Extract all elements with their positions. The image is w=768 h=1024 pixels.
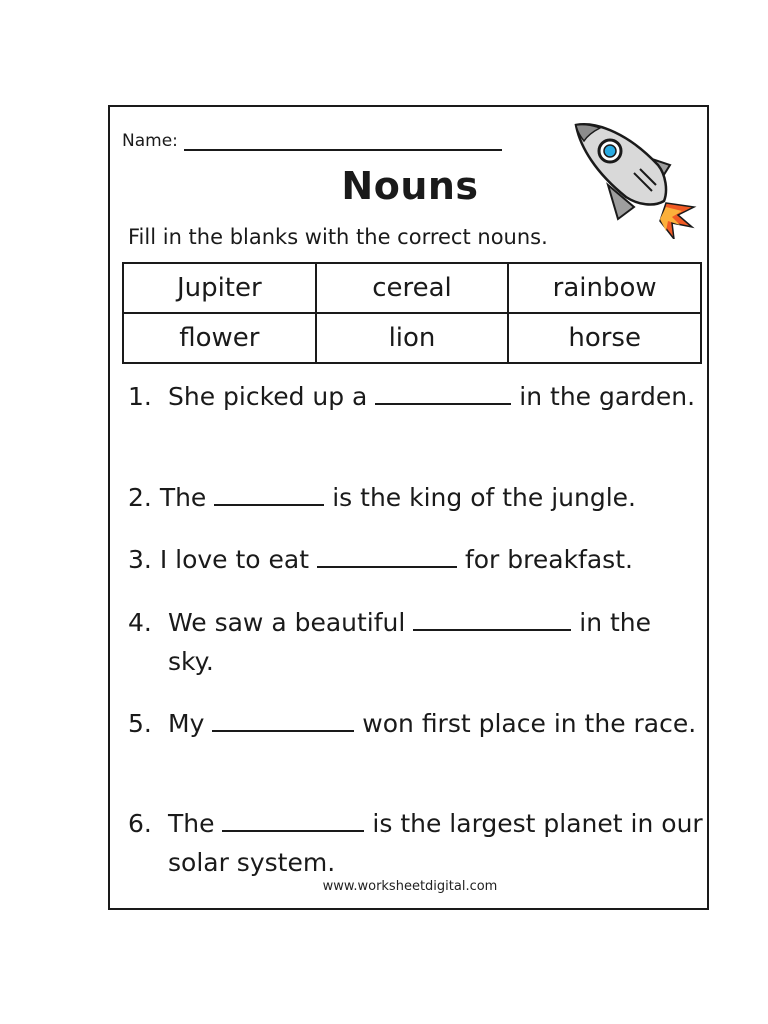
question-after: in the garden. [519, 382, 696, 411]
question-6 [128, 804, 703, 882]
question-number: 1. [128, 382, 152, 411]
question-number: 4. [128, 608, 152, 637]
question-text [128, 603, 703, 681]
answer-blank[interactable] [222, 808, 364, 832]
question-before: My [168, 709, 205, 738]
answer-blank[interactable] [317, 544, 457, 568]
answer-blank[interactable] [212, 708, 354, 732]
worksheet [108, 105, 709, 910]
question-number: 3. [128, 545, 152, 574]
name-label: Name: [122, 131, 178, 151]
word-bank-cell: lion [316, 313, 509, 363]
word-bank-row [123, 263, 701, 313]
question-before: We saw a beautiful [168, 608, 406, 637]
instructions: Fill in the blanks with the correct nouns. [128, 225, 548, 249]
word-bank-cell: flower [123, 313, 316, 363]
question-after: won first place in the race. [362, 709, 697, 738]
question-text [128, 540, 703, 579]
question-4 [128, 603, 703, 681]
question-3 [128, 540, 703, 579]
question-text [128, 804, 703, 882]
name-row [122, 131, 502, 151]
question-number: 2. [128, 483, 152, 512]
question-text [128, 377, 703, 416]
question-after: is the king of the jungle. [332, 483, 636, 512]
question-after: for breakfast. [464, 545, 633, 574]
question-before: The [168, 809, 215, 838]
word-bank-cell: horse [508, 313, 701, 363]
question-before: She picked up a [168, 382, 368, 411]
answer-blank[interactable] [214, 482, 324, 506]
question-after: is the largest planet in our solar system. [168, 809, 703, 877]
question-text [128, 478, 703, 517]
question-2 [128, 478, 703, 517]
answer-blank[interactable] [413, 607, 571, 631]
question-5 [128, 704, 703, 743]
answer-blank[interactable] [375, 381, 511, 405]
name-blank-line[interactable] [184, 131, 502, 151]
footer-url: www.worksheetdigital.com [322, 879, 498, 894]
question-before: The [159, 483, 207, 512]
word-bank-row [123, 313, 701, 363]
word-bank-table [122, 262, 702, 364]
question-before: I love to eat [159, 545, 310, 574]
question-number: 6. [128, 809, 152, 838]
question-1 [128, 377, 703, 416]
word-bank-cell: rainbow [508, 263, 701, 313]
word-bank-cell: cereal [316, 263, 509, 313]
page-title: Nouns [341, 164, 479, 208]
word-bank-cell: Jupiter [123, 263, 316, 313]
question-number: 5. [128, 709, 152, 738]
question-after: in the sky. [168, 608, 652, 676]
question-text [128, 704, 703, 743]
rocket-icon [568, 115, 698, 239]
